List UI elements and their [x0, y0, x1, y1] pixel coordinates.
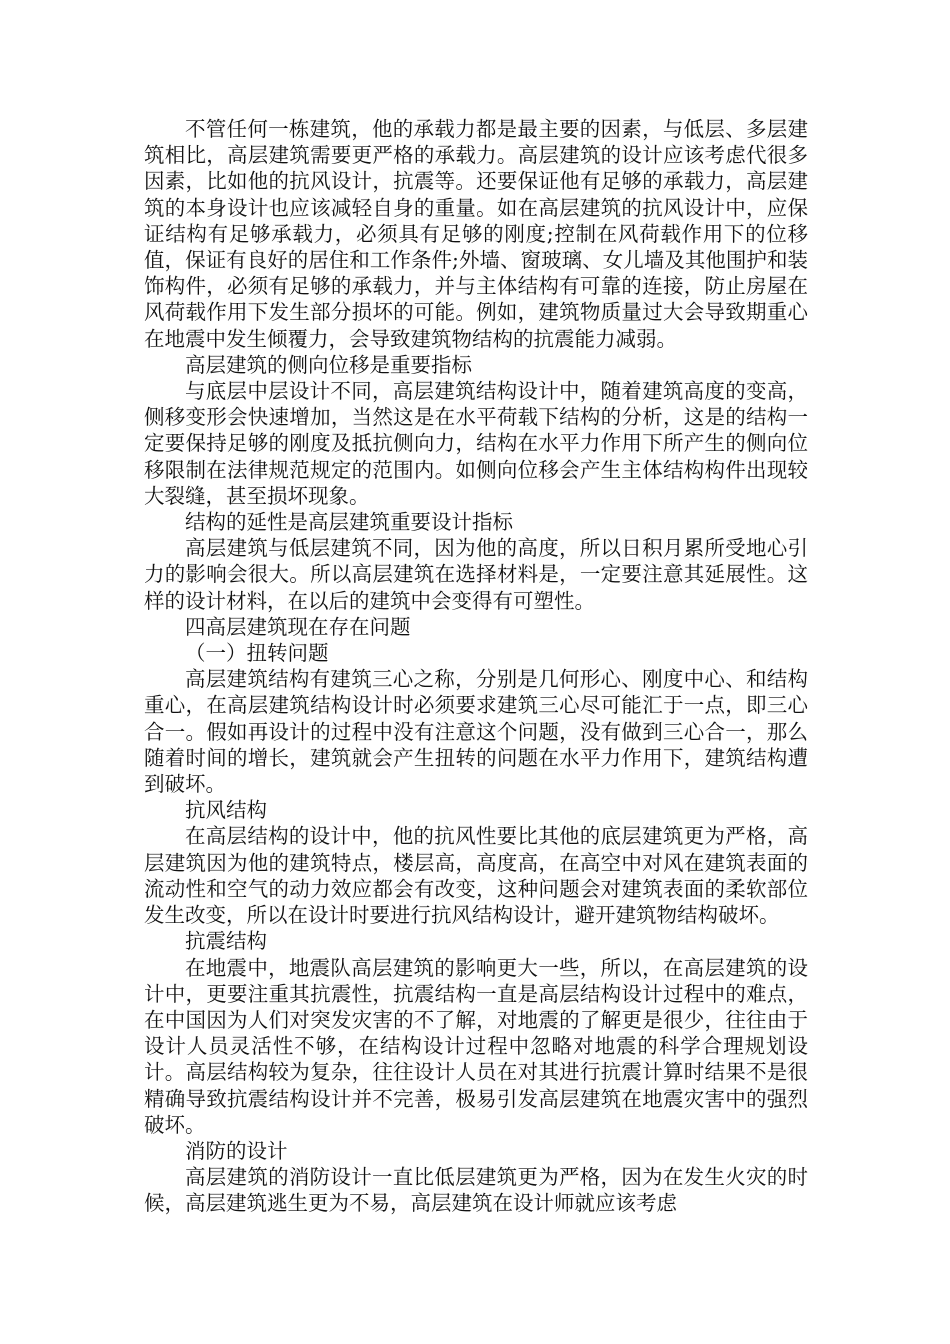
paragraph-seismic-structure: 在地震中，地震队高层建筑的影响更大一些，所以，在高层建筑的设计中，更要注重其抗震性，抗震结构一直是高层结构设计过程中的难点，在中国因为人们对突发灾害的不了解，对地震的了解更是很少，往往由于设计人员灵活性不够，在结构设计过程中忽略对地震的科学合理规划设计。高层结构较为复杂，往往设计人员在对其进行抗震计算时结果不是很精确导致抗震结构设计并不完善，极易引发高层建筑在地震灾害中的强烈破坏。 — [144, 955, 808, 1137]
paragraph-wind-resistance: 在高层结构的设计中，他的抗风性要比其他的底层建筑更为严格，高层建筑因为他的建筑特点，楼层高，高度高，在高空中对风在建筑表面的流动性和空气的动力效应都会有改变，这种问题会对建筑表面的柔软部位发生改变，所以在设计时要进行抗风结构设计，避开建筑物结构破坏。 — [144, 824, 808, 928]
heading-fire-protection: 消防的设计 — [185, 1138, 288, 1163]
heading-wind-resistance: 抗风结构 — [185, 798, 267, 823]
document-page — [144, 116, 808, 1217]
heading-torsion-problem: （一）扭转问题 — [185, 641, 329, 666]
heading-ductility: 结构的延性是高层建筑重要设计指标 — [185, 510, 513, 535]
paragraph-lateral-displacement: 与底层中层设计不同，高层建筑结构设计中，随着建筑高度的变高，侧移变形会快速增加，当然这是在水平荷载下结构的分析，这是的结构一定要保持足够的刚度及抵抗侧向力，结构在水平力作用下所产生的侧向位移限制在法律规范规定的范围内。如侧向位移会产生主体结构构件出现较大裂缝，甚至损坏现象。 — [144, 379, 808, 508]
paragraph-ductility: 高层建筑与低层建筑不同，因为他的高度，所以日积月累所受地心引力的影响会很大。所以高层建筑在选择材料是，一定要注意其延展性。这样的设计材料，在以后的建筑中会变得有可塑性。 — [144, 536, 808, 613]
paragraph-torsion: 高层建筑结构有建筑三心之称，分别是几何形心、刚度中心、和结构重心，在高层建筑结构设计时必须要求建筑三心尽可能汇于一点，即三心合一。假如再设计的过程中没有注意这个问题，没有做到三心合一，那么随着时间的增长，建筑就会产生扭转的问题在水平力作用下，建筑结构遭到破坏。 — [144, 667, 808, 797]
paragraph-load-capacity: 不管任何一栋建筑，他的承载力都是最主要的因素，与低层、多层建筑相比，高层建筑需要更严格的承载力。高层建筑的设计应该考虑代很多因素，比如他的抗风设计，抗震等。还要保证他有足够的承载力，高层建筑的本身设计也应该减轻自身的重量。如在高层建筑的抗风设计中，应保证结构有足够承载力，必须具有足够的刚度;控制在风荷载作用下的位移值，保证有良好的居住和工作条件;外墙、窗玻璃、女儿墙及其他围护和装饰构件，必须有足够的承载力，并与主体结构有可靠的连接，防止房屋在风荷载作用下发生部分损坏的可能。例如，建筑物质量过大会导致期重心在地震中发生倾覆力，会导致建筑物结构的抗震能力减弱。 — [144, 117, 808, 351]
heading-seismic-structure: 抗震结构 — [185, 929, 267, 954]
heading-lateral-displacement: 高层建筑的侧向位移是重要指标 — [185, 352, 472, 377]
paragraph-fire-protection: 高层建筑的消防设计一直比低层建筑更为严格，因为在发生火灾的时候，高层建筑逃生更为不易，高层建筑在设计师就应该考虑 — [144, 1165, 808, 1216]
heading-section-four-problems: 四高层建筑现在存在问题 — [185, 614, 411, 639]
